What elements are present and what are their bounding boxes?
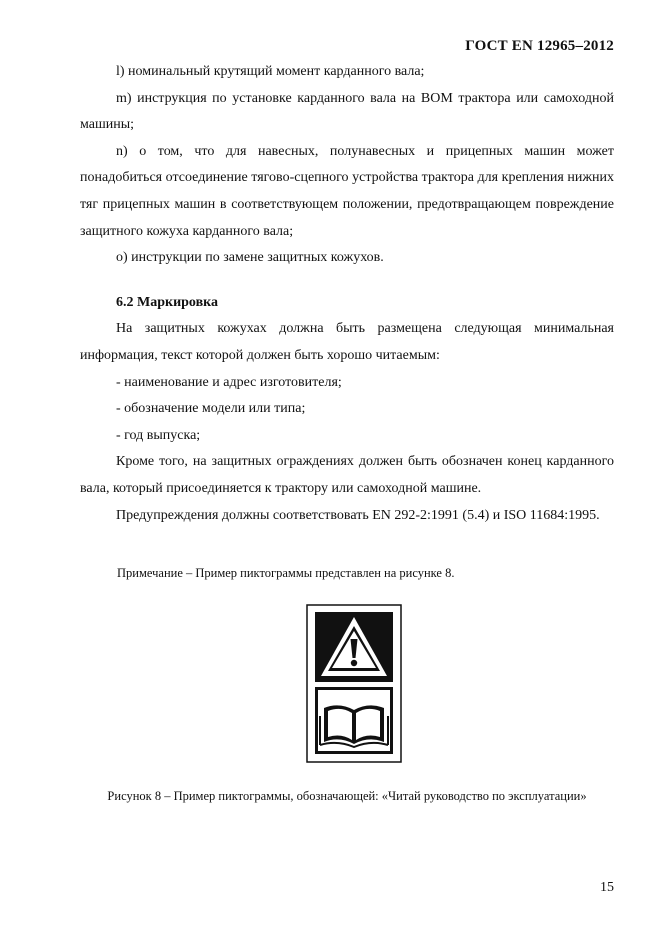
pictogram [306, 604, 402, 763]
item-o: o) инструкции по замене защитных кожухов. [116, 250, 384, 266]
pictogram-figure [306, 604, 402, 763]
section-intro: На защитных кожухах должна быть размещена следующая минимальная информация, текст которой должен быть хорошо читаемым: [80, 321, 614, 363]
paragraph-shaft-end: Кроме того, на защитных ограждениях должен быть обозначен конец карданного вала, который присоединяется к трактору или самоходной машине. [80, 454, 614, 496]
item-m: m) инструкция по установке карданного вала на ВОМ трактора или самоходной машины; [80, 90, 614, 133]
paragraph-warnings: Предупреждения должны соответствовать EN 292-2:1991 (5.4) и ISO 11684:1995. [116, 507, 600, 523]
note-text: Примечание – Пример пиктограммы представлен на рисунке 8. [117, 566, 455, 580]
list-item: - год выпуска; [116, 427, 201, 443]
item-n: n) о том, что для навесных, полунавесных и прицепных машин может понадобиться отсоединение тягово-сцепного устройства трактора для крепления нижних тяг прицепных машин в соответствующем положении, предотвращающем повреждение защитного кожуха карданного вала; [80, 143, 614, 239]
list-item: - обозначение модели или типа; [116, 401, 306, 417]
open-book-icon [315, 687, 393, 754]
item-l: l) номинальный крутящий момент карданного вала; [116, 64, 425, 79]
figure-caption: Рисунок 8 – Пример пиктограммы, обозначающей: «Читай руководство по эксплуатации» [107, 789, 587, 803]
body-text [80, 59, 614, 529]
list-item: - наименование и адрес изготовителя; [116, 374, 342, 390]
page-number: 15 [600, 880, 614, 895]
section-heading: 6.2 Маркировка [116, 294, 218, 310]
document-code: ГОСТ EN 12965–2012 [465, 38, 614, 54]
warning-triangle-icon [315, 612, 393, 682]
